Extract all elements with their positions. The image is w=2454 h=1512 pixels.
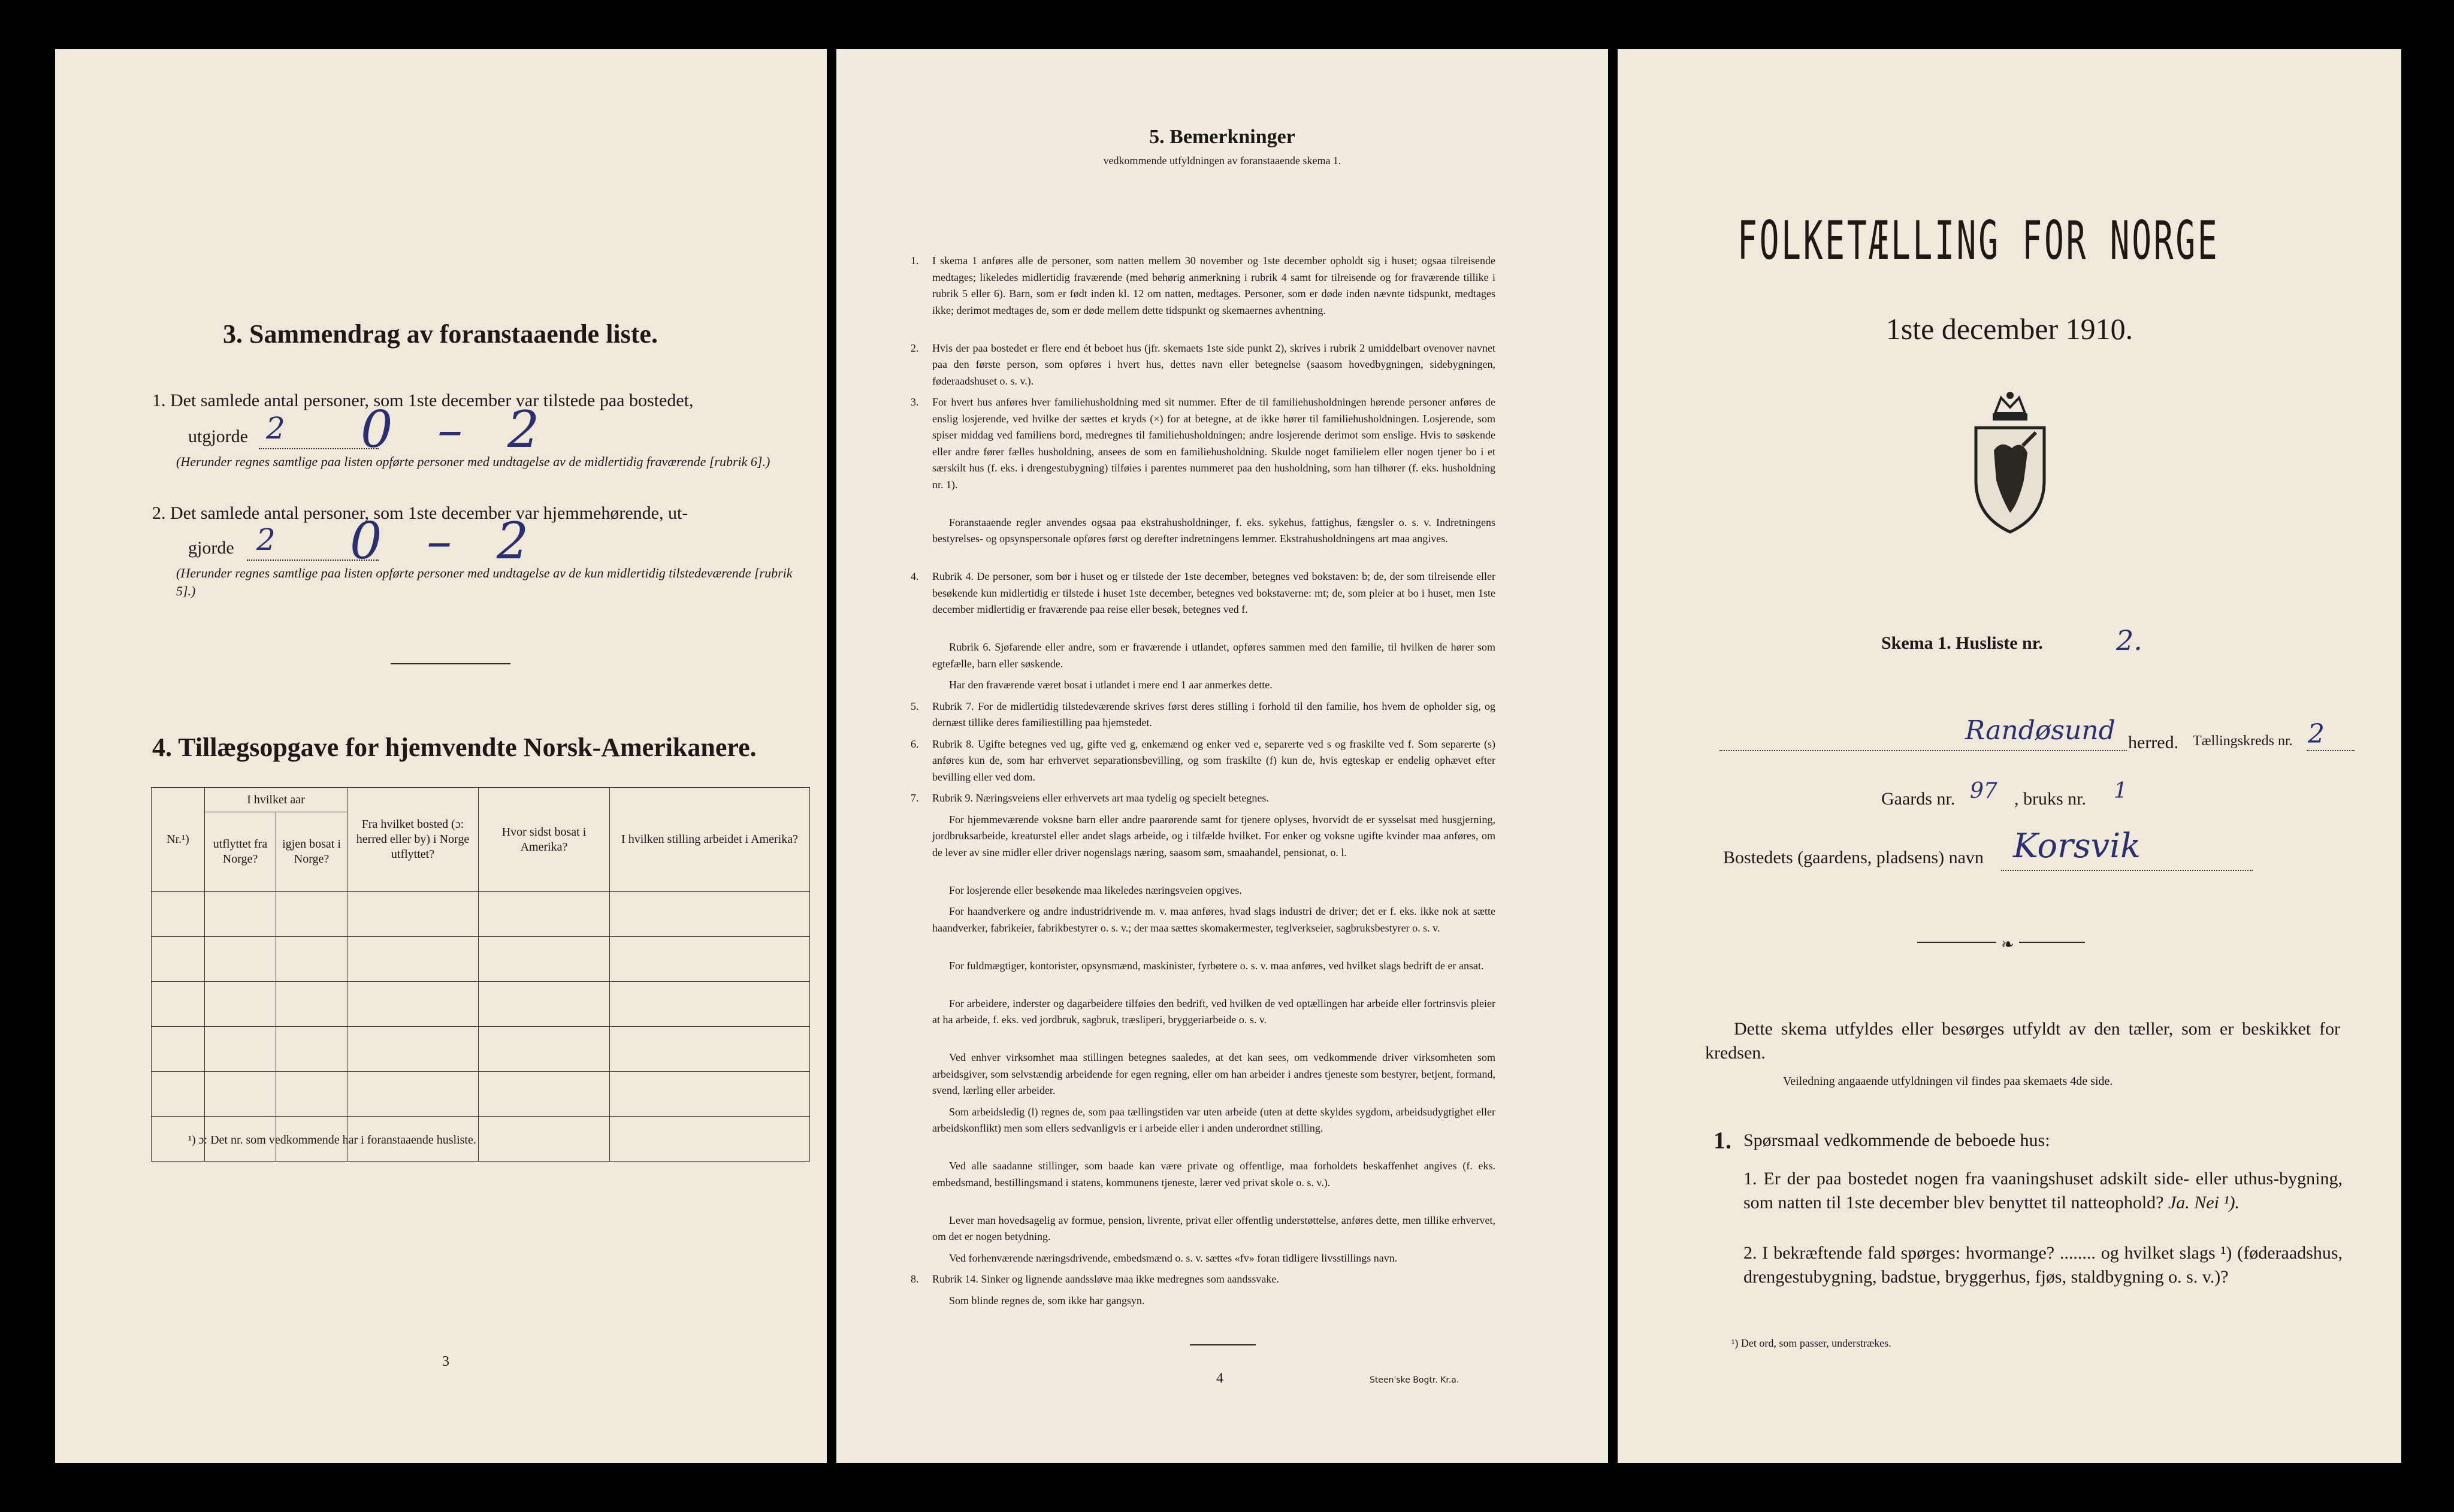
col-stilling: I hvilken stilling arbeidet i Amerika?: [610, 788, 810, 892]
remark-text: Foranstaaende regler anvendes ogsaa paa ekstrahusholdninger, f. eks. sykehus, fattighus, fængsler o. s. v. Indretningens bestyrelses- og opsynspersonale opføres først og derefter indretningens lemmer. Ekstrahusholdningens art maa angives.: [932, 516, 1495, 545]
col-utflyttet: utflyttet fra Norge?: [205, 812, 276, 892]
remark-text: Har den fraværende været bosat i utlandet i mere end 1 aar anmerkes dette.: [949, 679, 1273, 691]
col-fra-bosted: Fra hvilket bosted (ɔ: herred eller by) i Norge utflyttet?: [347, 788, 479, 892]
table-cell: [479, 937, 610, 982]
page-3-summary: [55, 49, 827, 1463]
remarks-subtitle: vedkommende utfyldningen av foranstaaende skema 1.: [1103, 155, 1341, 167]
remarks-title: 5. Bemerkninger: [1149, 126, 1295, 148]
herred-value: Randøsund: [1965, 715, 2115, 746]
remark-paragraph: [932, 639, 1495, 672]
remark-number: 1.: [911, 255, 919, 267]
item-1-extra-mark: 0 – 2: [361, 400, 554, 459]
table-cell: [347, 982, 479, 1027]
remark-number: 4.: [911, 570, 919, 582]
remark-paragraph: [911, 736, 1495, 786]
question-1-2: 2. I bekræftende fald spørges: hvormange? ........ og hvilket slags ¹) (føderaadshus, drengestubygning, badstue, bryggerhus, fjøs, staldbygning o. s. v.)?: [1743, 1243, 2343, 1287]
table-cell: [610, 1027, 810, 1072]
item-1-utgjorde-label: utgjorde: [188, 427, 248, 446]
remark-number: 7.: [911, 792, 919, 804]
question-1-1-text: 1. Er der paa bostedet nogen fra vaaningshuset adskilt side- eller uthus-bygning, som natten til 1ste december blev benyttet til natteophold?: [1743, 1169, 2343, 1212]
remark-text: Som arbeidsledig (l) regnes de, som paa tællingstiden var uten arbeide (uten at dette skyldes sygdom, arbeidsudygtighet eller arbeidskonflikt) men som ellers sedvanligvis er i arbeide eller i anden underordnet stilling.: [932, 1105, 1495, 1134]
item-2-note: (Herunder regnes samtlige paa listen opførte personer med undtagelse av de kun midlertidig tilstedeværende [rubrik 5].): [176, 566, 793, 598]
table-cell: [479, 1027, 610, 1072]
table-cell: [276, 1072, 347, 1117]
question-1-1: [1743, 1167, 2343, 1215]
remark-paragraph: [932, 677, 1495, 694]
table-cell: [276, 982, 347, 1027]
remark-paragraph: [932, 515, 1495, 548]
kreds-line: [2307, 750, 2355, 751]
remark-paragraph: [932, 1293, 1495, 1310]
remark-paragraph: [932, 882, 1495, 899]
item-2-utgjorde-label: gjorde: [188, 538, 234, 558]
table-cell: [479, 1117, 610, 1162]
col-nr: Nr.¹): [152, 788, 205, 892]
bruks-value: 1: [2114, 779, 2127, 803]
remark-paragraph: [932, 958, 1495, 975]
table-cell: [610, 892, 810, 937]
table-cell: [152, 982, 205, 1027]
herred-line: [1719, 750, 2127, 751]
remark-paragraph: [911, 253, 1495, 319]
col-igjen-bosat: igjen bosat i Norge?: [276, 812, 347, 892]
remark-text: Ved forhenværende næringsdrivende, embedsmænd o. s. v. sættes «fv» foran tidligere livsstillings navn.: [949, 1251, 1398, 1264]
remark-number: 6.: [911, 737, 919, 750]
table-cell: [610, 937, 810, 982]
item-1-text: 1. Det samlede antal personer, som 1ste december var tilstede paa bostedet,: [152, 391, 694, 410]
bosted-value: Korsvik: [2013, 827, 2141, 866]
remark-paragraph: [911, 568, 1495, 618]
remark-paragraph: [932, 1158, 1495, 1191]
remark-text: For hjemmeværende voksne barn eller andre paarørende samt for tjenere oplyses, hvorvidt de er sysselsat med husgjerning, jordbruksarbeide, kreaturstel eller andet slags arbeide, og i tilfælde hvilket. For enker og voksne ugifte kvinder maa anføres, om de lever av sine midler eller driver nogenslags næring, saasom søm, smaahandel, pensionat, o. l.: [932, 813, 1495, 858]
item-2-extra-mark: 0 – 2: [350, 512, 543, 570]
remark-paragraph: [932, 812, 1495, 861]
remark-paragraph: [932, 1212, 1495, 1245]
table-cell: [152, 1027, 205, 1072]
table-cell: [276, 892, 347, 937]
table-cell: [276, 1027, 347, 1072]
norsk-amerikanere-table: [151, 787, 810, 1162]
remark-paragraph: [932, 1104, 1495, 1137]
herred-label: herred.: [2128, 733, 2179, 752]
remark-text: For fuldmægtiger, kontorister, opsynsmænd, maskinister, fyrbøtere o. s. v. maa anføres, ved hvilket slags bedrift de er ansat.: [949, 959, 1484, 972]
page-1-cover: [1618, 49, 2401, 1463]
table-row: [152, 982, 810, 1027]
table-cell: [347, 892, 479, 937]
question-1-1-answer: Ja. Nei ¹).: [2168, 1193, 2240, 1212]
ornament-icon: ❧: [1996, 936, 2019, 954]
page-number: 4: [1216, 1371, 1223, 1386]
table-cell: [479, 1072, 610, 1117]
remark-text: Som blinde regnes de, som ikke har gangsyn.: [949, 1294, 1145, 1307]
table-cell: [205, 892, 276, 937]
table-cell: [152, 892, 205, 937]
table-footnote: ¹) ɔ: Det nr. som vedkommende har i foranstaaende husliste.: [188, 1133, 476, 1147]
page-4-remarks: [836, 49, 1608, 1463]
remark-paragraph: [911, 698, 1495, 731]
main-title: FOLKETÆLLING FOR NORGE: [1737, 210, 2220, 271]
kreds-label: Tællingskreds nr.: [2193, 733, 2293, 749]
item-1-value: 2: [266, 411, 285, 446]
table-cell: [205, 1072, 276, 1117]
remark-paragraph: [932, 996, 1495, 1029]
intro-note: Veiledning angaaende utfyldningen vil findes paa skemaets 4de side.: [1783, 1075, 2113, 1088]
end-rule: [1190, 1344, 1256, 1345]
section-4-title: 4. Tillægsopgave for hjemvendte Norsk-Amerikanere.: [152, 733, 757, 762]
cover-footnote: ¹) Det ord, som passer, understrækes.: [1731, 1337, 1891, 1349]
gaards-label: Gaards nr.: [1881, 789, 1956, 809]
remark-text: Rubrik 7. For de midlertidig tilstedeværende skrives først deres stilling i forhold til den familie, hos hvem de opholder sig, og dernæst tillike deres familiestilling paa hjemstedet.: [932, 700, 1495, 728]
remark-paragraph: [911, 790, 1495, 807]
remark-text: Rubrik 8. Ugifte betegnes ved ug, gifte ved g, enkemænd og enker ved e, separerte ved s og fraskilte ved f. Som separerte (s) anføres kun de, som har erhvervet separationsbevilling, og som fraskilte (f) kun de, hvis egteskap er endelig ophævet efter bevilling eller ved dom.: [932, 737, 1495, 783]
husliste-nr-value: 2.: [2116, 624, 2142, 657]
remark-text: For arbeidere, inderster og dagarbeidere tilføies den bedrift, ved hvilken de ved optællingen har arbeide eller fortrinsvis pleier at ha arbeide, f. eks. ved jordbruk, sagbruk, træsliperi, bryggeriarbeide o. s. v.: [932, 997, 1495, 1026]
remark-text: Ved alle saadanne stillinger, som baade kan være private og offentlige, maa forholdets beskaffenhet angives (f. eks. embedsmand, bestillingsmand i statens, kommunens tjeneste, lærer ved privat skole o. s. v.).: [932, 1160, 1495, 1189]
remark-text: For losjerende eller besøkende maa likeledes næringsveien opgives.: [949, 884, 1242, 896]
question-1-title: Spørsmaal vedkommende de beboede hus:: [1743, 1130, 2050, 1150]
item-2-text: 2. Det samlede antal personer, som 1ste december var hjemmehørende, ut-: [152, 503, 688, 523]
remark-number: 5.: [911, 700, 919, 712]
remark-paragraph: [911, 340, 1495, 390]
remark-text: For haandverkere og andre industridrivende m. v. maa anføres, hvad slags industri de driver; det er f. eks. ikke nok at sætte haandverker, fabrikeier, fabrikbestyrer o. s. v.; der maa sættes skomakermester, teglverkseier, sagbruksbestyrer o. s. v.: [932, 905, 1495, 934]
page-number: 3: [442, 1354, 449, 1369]
table-cell: [610, 1117, 810, 1162]
remark-text: Rubrik 14. Sinker og lignende aandssløve maa ikke medregnes som aandssvake.: [932, 1273, 1279, 1285]
remark-text: For hvert hus anføres hver familiehusholdning med sit nummer. Efter de til familiehusholdningen hørende personer anføres de enslig losjerende, ved hvilke der sættes et kryds (×) for at betegne, at de ikke hører til familiehusholdningen. Losjerende, som spiser middag ved familiens bord, medregnes til familiehusholdningen; andre losjerende derimot som enslige. Hvis to søskende eller andre fører fælles husholdning, ansees de som en familiehusholdning. Skulde noget familielem eller nogen tjener bo i et særskilt hus (f. eks. i drengestubygning) tilføies i parentes nummeret paa den husholdning, som han tilhører (f. eks. husholdning nr. 1).: [932, 396, 1495, 491]
table-cell: [205, 982, 276, 1027]
table-row: [152, 1072, 810, 1117]
item-2-value: 2: [256, 522, 276, 557]
gaards-value: 97: [1970, 779, 1997, 803]
table-cell: [479, 892, 610, 937]
bosted-label: Bostedets (gaardens, pladsens) navn: [1723, 848, 1984, 867]
remark-number: 8.: [911, 1273, 919, 1285]
table-cell: [479, 982, 610, 1027]
printer-mark: Steen'ske Bogtr. Kr.a.: [1370, 1375, 1459, 1385]
col-sidst-bosat: Hvor sidst bosat i Amerika?: [479, 788, 610, 892]
coat-of-arms-icon: [1965, 391, 2055, 534]
remark-paragraph: [911, 1271, 1495, 1288]
bosted-line: [2001, 870, 2253, 871]
table-cell: [610, 982, 810, 1027]
census-date: 1ste december 1910.: [1885, 312, 2133, 346]
remark-text: Rubrik 6. Sjøfarende eller andre, som er fraværende i utlandet, opføres sammen med den familie, til hvilken de hører som egtefælle, barn eller søskende.: [932, 641, 1495, 670]
remark-number: 2.: [911, 341, 919, 354]
remark-text: I skema 1 anføres alle de personer, som natten mellem 30 november og 1ste december opholdt sig i huset; ogsaa tilreisende medtages; likeledes midlertidig fraværende (med behørig anmerkning i rubrik 4 samt for tilreisende og for fraværende tillike i rubrik 5 eller 6). Barn, som er født inden kl. 12 om natten, medtages. Personer, som er døde inden nævnte tidspunkt, medtages ikke; derimot medtages de, som er døde mellem dette tidspunkt og skemaernes avhentning.: [932, 255, 1495, 316]
col-group-year: I hvilket aar: [205, 788, 347, 812]
separator: [391, 663, 510, 664]
table-cell: [205, 1027, 276, 1072]
table-cell: [152, 937, 205, 982]
table-cell: [347, 1072, 479, 1117]
remark-number: 3.: [911, 396, 919, 408]
remark-paragraph: [932, 903, 1495, 936]
kreds-value: 2: [2308, 719, 2325, 749]
table-cell: [205, 937, 276, 982]
question-1-number: 1.: [1713, 1127, 1731, 1154]
remark-text: Rubrik 9. Næringsveiens eller erhvervets art maa tydelig og specielt betegnes.: [932, 792, 1269, 804]
table-cell: [610, 1072, 810, 1117]
remark-paragraph: [932, 1050, 1495, 1099]
table-cell: [347, 1027, 479, 1072]
remark-text: Lever man hovedsagelig av formue, pension, livrente, privat eller offentlig understøttelse, anføres dette, men tillike erhvervet, om det er nogen betydning.: [932, 1214, 1495, 1242]
remark-text: Rubrik 4. De personer, som bør i huset og er tilstede der 1ste december, betegnes ved bokstaven: b; de, der som tilreisende eller besøkende kun midlertidig er tilstede i huset 1ste december, betegnes ved bokstaverne: mt; de, som pleier at bo i huset, men 1ste december midlertidig er fraværende paa reise eller besøk, betegnes ved f.: [932, 570, 1495, 615]
table-cell: [347, 937, 479, 982]
remark-text: Hvis der paa bostedet er flere end ét beboet hus (jfr. skemaets 1ste side punkt 2), skrives i rubrik 2 umiddelbart ovenover navnet paa den første person, som opføres i hvert hus, dettes navn eller betegnelse (saasom hovedbygningen, sidebygningen, føderaadshuset o. s. v.).: [932, 341, 1495, 387]
table-row: [152, 1027, 810, 1072]
table-row: [152, 937, 810, 982]
bruks-label: , bruks nr.: [2014, 789, 2086, 809]
section-3-title: 3. Sammendrag av foranstaaende liste.: [223, 319, 658, 349]
remark-text: Ved enhver virksomhet maa stillingen betegnes saaledes, at det kan sees, om vedkommende driver virksomheten som arbeidsgiver, som selvstændig arbeidende for egen regning, eller om han arbeider i andres tjeneste som bestyrer, betjent, formand, svend, lærling eller arbeider.: [932, 1051, 1495, 1096]
intro-text: Dette skema utfyldes eller besørges utfyldt av den tæller, som er beskikket for kredsen.: [1705, 1019, 2340, 1063]
table-cell: [152, 1072, 205, 1117]
table-cell: [276, 937, 347, 982]
table-row: [152, 892, 810, 937]
schema-label: Skema 1. Husliste nr.: [1881, 633, 2043, 653]
item-1-note: (Herunder regnes samtlige paa listen opførte personer med undtagelse av de midlertidig fraværende [rubrik 6].): [176, 454, 770, 469]
remark-paragraph: [911, 394, 1495, 493]
remark-paragraph: [932, 1250, 1495, 1267]
